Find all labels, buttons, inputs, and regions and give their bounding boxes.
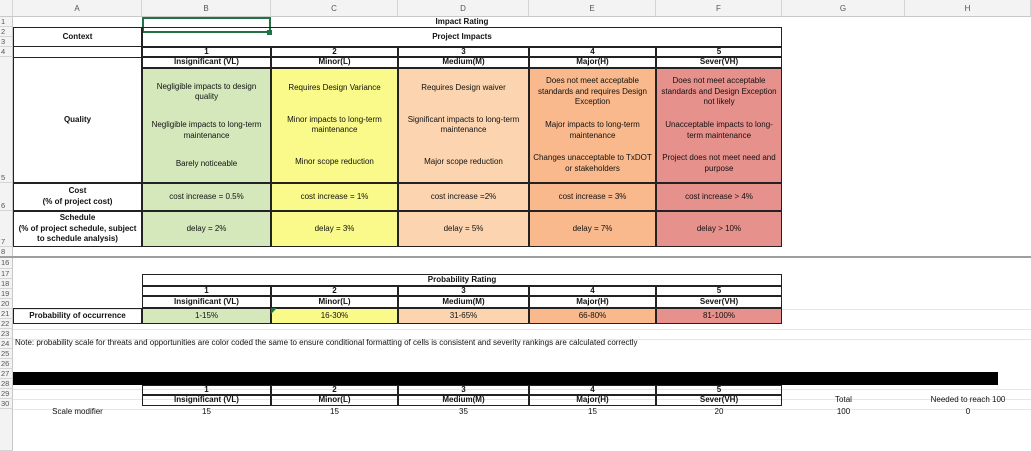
prob-level-label-5: Sever(VH): [656, 296, 782, 308]
row-header-28[interactable]: 28: [0, 379, 13, 389]
prob-level-num-4: 4: [529, 286, 656, 296]
row-header-5[interactable]: 5: [0, 57, 13, 183]
schedule-cell-4[interactable]: delay = 7%: [529, 211, 656, 247]
row-header-8[interactable]: 8: [0, 247, 13, 257]
black-divider-row: [13, 372, 998, 385]
schedule-cell-2[interactable]: delay = 3%: [271, 211, 398, 247]
cost-label-cell: [13, 183, 142, 211]
impact-level-num-3: 3: [398, 47, 529, 57]
impact-level-label-1: Insignificant (VL): [142, 57, 271, 68]
schedule-cell-3[interactable]: delay = 5%: [398, 211, 529, 247]
scale-level-num-2: 2: [271, 385, 398, 395]
row-header-overflow: [0, 409, 13, 451]
quality-cell-5[interactable]: [656, 68, 782, 183]
impact-level-label-4: Major(H): [529, 57, 656, 68]
row-header-19[interactable]: 19: [0, 289, 13, 299]
quality-text: Project does not meet need and purpose: [662, 153, 776, 174]
schedule-cell-5[interactable]: delay > 10%: [656, 211, 782, 247]
needed-value[interactable]: 0: [965, 406, 971, 416]
context-header: Context: [13, 27, 142, 47]
quality-text: Major scope reduction: [424, 156, 503, 166]
impact-level-num-5: 5: [656, 47, 782, 57]
row-header-18[interactable]: 18: [0, 279, 13, 289]
row-header-2[interactable]: 2: [0, 27, 13, 37]
probability-row-label: Probability of occurrence: [13, 308, 142, 324]
quality-cell-4[interactable]: [529, 68, 656, 183]
column-header-h[interactable]: H: [905, 0, 1031, 17]
row-header-7[interactable]: 7: [0, 211, 13, 247]
quality-text: Minor scope reduction: [295, 156, 374, 166]
row-header-24[interactable]: 24: [0, 339, 13, 349]
cost-cell-5[interactable]: cost increase > 4%: [656, 183, 782, 211]
row-header-20[interactable]: 20: [0, 299, 13, 309]
prob-level-label-2: Minor(L): [271, 296, 398, 308]
total-value[interactable]: 100: [836, 406, 851, 416]
schedule-sublabel: (% of project schedule, subject to schedule analysis): [18, 223, 137, 244]
prob-level-label-4: Major(H): [529, 296, 656, 308]
scale-level-label-3: Medium(M): [398, 395, 529, 406]
row-header-21[interactable]: 21: [0, 309, 13, 319]
scale-level-label-5: Sever(VH): [656, 395, 782, 406]
quality-text: Unacceptable impacts to long-term maintenance: [665, 120, 773, 140]
prob-level-num-3: 3: [398, 286, 529, 296]
column-header-d[interactable]: D: [398, 0, 529, 17]
scale-level-label-1: Insignificant (VL): [142, 395, 271, 406]
quality-text: Requires Design waiver: [421, 83, 506, 93]
row-header-17[interactable]: 17: [0, 269, 13, 279]
cost-cell-3[interactable]: cost increase =2%: [398, 183, 529, 211]
scale-level-num-4: 4: [529, 385, 656, 395]
impact-level-label-5: Sever(VH): [656, 57, 782, 68]
probability-rating-title: Probability Rating: [142, 274, 782, 286]
prob-level-num-2: 2: [271, 286, 398, 296]
impact-level-num-2: 2: [271, 47, 398, 57]
probability-cell-5[interactable]: 81-100%: [656, 308, 782, 324]
scale-cell-1[interactable]: 15: [202, 406, 211, 416]
scale-level-label-2: Minor(L): [271, 395, 398, 406]
quality-text: Negligible impacts to long-term maintenance: [151, 120, 262, 140]
column-header-c[interactable]: C: [271, 0, 398, 17]
row-header-26[interactable]: 26: [0, 359, 13, 369]
row-header-23[interactable]: 23: [0, 329, 13, 339]
quality-text: Does not meet acceptable standards and Design Exception not likely: [661, 75, 777, 107]
quality-text: Significant impacts to long-term maintenance: [407, 114, 520, 135]
row-header-16[interactable]: 16: [0, 257, 13, 269]
column-header-e[interactable]: E: [529, 0, 656, 17]
scale-cell-3[interactable]: 35: [459, 406, 468, 416]
row-header-29[interactable]: 29: [0, 389, 13, 399]
row-header-22[interactable]: 22: [0, 319, 13, 329]
row-header-1[interactable]: 1: [0, 17, 13, 27]
select-all-corner[interactable]: [0, 0, 13, 17]
scale-cell-4[interactable]: 15: [588, 406, 597, 416]
probability-cell-1[interactable]: 1-15%: [142, 308, 271, 324]
scale-modifier-label: Scale modifier: [52, 406, 103, 416]
probability-cell-2[interactable]: 16-30%: [271, 308, 398, 324]
quality-cell-2[interactable]: [271, 68, 398, 183]
column-header-a[interactable]: A: [13, 0, 142, 17]
quality-text: Barely noticeable: [175, 158, 238, 168]
impact-level-label-2: Minor(L): [271, 57, 398, 68]
schedule-label: Schedule: [59, 212, 96, 222]
column-header-f[interactable]: F: [656, 0, 782, 17]
scale-cell-5[interactable]: 20: [714, 406, 724, 416]
prob-level-label-3: Medium(M): [398, 296, 529, 308]
row-header-4[interactable]: 4: [0, 47, 13, 57]
quality-text: Minor impacts to long-term maintenance: [287, 114, 382, 135]
impact-level-num-1: 1: [142, 47, 271, 57]
probability-cell-3[interactable]: 31-65%: [398, 308, 529, 324]
cost-cell-1[interactable]: cost increase = 0.5%: [142, 183, 271, 211]
needed-label: Needed to reach 100: [930, 395, 1006, 405]
quality-text: Requires Design Variance: [288, 83, 381, 93]
prob-level-num-5: 5: [656, 286, 782, 296]
impact-rating-title: Impact Rating: [435, 16, 489, 26]
cost-cell-4[interactable]: cost increase = 3%: [529, 183, 656, 211]
scale-cell-2[interactable]: 15: [330, 406, 339, 416]
probability-cell-4[interactable]: 66-80%: [529, 308, 656, 324]
cost-sublabel: (% of project cost): [42, 197, 113, 206]
impact-level-label-3: Medium(M): [398, 57, 529, 68]
cost-cell-2[interactable]: cost increase = 1%: [271, 183, 398, 211]
schedule-label-cell: [13, 211, 142, 247]
prob-level-label-1: Insignificant (VL): [142, 296, 271, 308]
impact-level-num-4: 4: [529, 47, 656, 57]
quality-label: Quality: [13, 57, 142, 183]
gridline: [13, 329, 1031, 330]
scale-level-num-3: 3: [398, 385, 529, 395]
column-header-b[interactable]: B: [142, 0, 271, 17]
total-label: Total: [835, 395, 852, 405]
quality-text: Negligible impacts to design quality: [156, 81, 257, 102]
note-text: Note: probability scale for threats and opportunities are color coded the same to ensure conditional formatting of cells is consistent and severity rankings are calculated correctly: [15, 338, 638, 347]
scale-level-num-5: 5: [656, 385, 782, 395]
context-spacer: [13, 47, 142, 57]
quality-cell-3[interactable]: [398, 68, 529, 183]
scale-level-num-1: 1: [142, 385, 271, 395]
hidden-rows-divider: [0, 256, 1031, 258]
cost-label: Cost: [68, 186, 87, 196]
prob-level-num-1: 1: [142, 286, 271, 296]
row-header-25[interactable]: 25: [0, 349, 13, 359]
row-header-6[interactable]: 6: [0, 183, 13, 211]
column-header-g[interactable]: G: [782, 0, 905, 17]
row-header-3[interactable]: 3: [0, 37, 13, 47]
quality-cell-1[interactable]: [142, 68, 271, 183]
scale-level-label-4: Major(H): [529, 395, 656, 406]
cell-comment-indicator: [271, 308, 277, 314]
quality-text: Major impacts to long-term maintenance: [545, 120, 640, 140]
schedule-cell-1[interactable]: delay = 2%: [142, 211, 271, 247]
row-header-30[interactable]: 30: [0, 399, 13, 409]
quality-text: Changes unacceptable to TxDOT or stakeholders: [533, 153, 652, 174]
row-header-27[interactable]: 27: [0, 369, 13, 379]
project-impacts-header: Project Impacts: [142, 27, 782, 47]
quality-text: Does not meet acceptable standards and requires Design Exception: [538, 75, 647, 107]
